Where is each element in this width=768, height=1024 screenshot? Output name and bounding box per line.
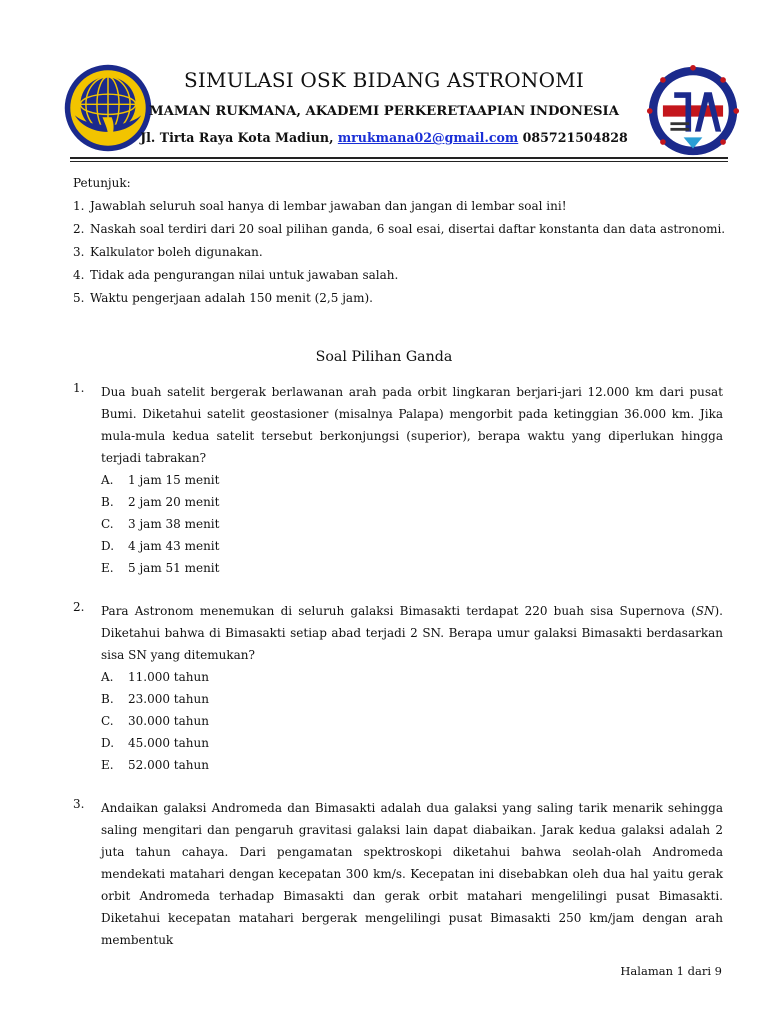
instruction-number: 5. <box>73 291 85 305</box>
section-title: Soal Pilihan Ganda <box>315 349 453 365</box>
question-1 <box>73 381 723 579</box>
instruction-text: Naskah soal terdiri dari 20 soal pilihan ganda, 6 soal esai, disertai daftar konstanta dan data astronomi. <box>90 222 726 236</box>
question-text-part: Para Astronom menemukan di seluruh galaksi Bimasakti terdapat 220 buah sisa Supernova ( <box>101 604 696 618</box>
option-a <box>101 666 723 688</box>
question-text: Andaikan galaksi Andromeda dan Bimasakti adalah dua galaksi yang saling tarik menarik sehingga saling mengitari dan pengaruh gravitasi galaksi lain dapat diabaikan. Jarak kedua galaksi adalah 2 juta tahun cahaya. Dari pengamatan spektroskopi diketahui bahwa seolah-olah Andromeda mendekati matahari dengan kecepatan 300 km/s. Kecepatan ini disebabkan oleh dua hal yaitu gerak orbit Andromeda terhadap Bimasakti dan gerak orbit matahari mengelilingi pusat Bimasakti. Diketahui kecepatan matahari bergerak mengelilingi pusat Bimasakti 250 km/jam dengan arah membentuk <box>101 801 723 947</box>
question-2 <box>73 600 723 776</box>
address-text: Jl. Tirta Raya Kota Madiun, <box>140 130 334 145</box>
option-d <box>101 732 723 754</box>
option-text: 2 jam 20 menit <box>128 495 220 509</box>
question-text <box>101 600 723 666</box>
option-letter: E. <box>101 758 114 772</box>
contact-line <box>0 130 768 145</box>
option-text: 4 jam 43 menit <box>128 539 220 553</box>
option-b <box>101 688 723 710</box>
options-list <box>101 469 723 579</box>
header-divider-thin <box>70 161 728 162</box>
instruction-text: Waktu pengerjaan adalah 150 menit (2,5 jam). <box>90 291 373 305</box>
option-text: 23.000 tahun <box>128 692 209 706</box>
instruction-number: 4. <box>73 268 85 282</box>
option-e <box>101 754 723 776</box>
option-letter: D. <box>101 539 115 553</box>
question-text: Dua buah satelit bergerak berlawanan arah pada orbit lingkaran berjari-jari 12.000 km dari pusat Bumi. Diketahui satelit geostasioner (misalnya Palapa) mengorbit pada ketinggian 36.000 km. Jika mula-mula kedua satelit tersebut berkonjungsi (superior), berapa waktu yang diperlukan hingga terjadi tabrakan? <box>101 385 723 465</box>
option-letter: A. <box>101 473 114 487</box>
option-text: 52.000 tahun <box>128 758 209 772</box>
option-c <box>101 513 723 535</box>
option-text: 30.000 tahun <box>128 714 209 728</box>
question-3 <box>73 797 723 951</box>
header-divider-thick <box>70 157 728 159</box>
option-letter: B. <box>101 495 114 509</box>
option-letter: D. <box>101 736 115 750</box>
instruction-item <box>73 264 725 287</box>
instruction-text: Tidak ada pengurangan nilai untuk jawaban salah. <box>90 268 399 282</box>
instruction-number: 3. <box>73 245 85 259</box>
option-text: 1 jam 15 menit <box>128 473 220 487</box>
option-a <box>101 469 723 491</box>
option-e <box>101 557 723 579</box>
instruction-text: Kalkulator boleh digunakan. <box>90 245 263 259</box>
options-list <box>101 666 723 776</box>
email-link[interactable]: mrukmana02@gmail.com <box>337 130 519 145</box>
question-text-italic: SN <box>695 604 715 618</box>
option-text: 5 jam 51 menit <box>128 561 220 575</box>
option-letter: E. <box>101 561 114 575</box>
page-number: Halaman 1 dari 9 <box>620 964 722 978</box>
instructions-list <box>73 195 725 310</box>
option-letter: C. <box>101 714 114 728</box>
question-number: 1. <box>73 381 85 395</box>
instruction-item <box>73 195 725 218</box>
document-title: SIMULASI OSK BIDANG ASTRONOMI <box>184 68 584 92</box>
option-d <box>101 535 723 557</box>
question-number: 3. <box>73 797 85 811</box>
option-text: 3 jam 38 menit <box>128 517 220 531</box>
instructions-heading: Petunjuk: <box>73 176 131 190</box>
option-letter: C. <box>101 517 114 531</box>
question-number: 2. <box>73 600 85 614</box>
instruction-number: 1. <box>73 199 85 213</box>
author-affiliation: MAMAN RUKMANA, AKADEMI PERKERETAAPIAN INDONESIA <box>149 104 619 119</box>
instruction-text: Jawablah seluruh soal hanya di lembar jawaban dan jangan di lembar soal ini! <box>90 199 567 213</box>
option-c <box>101 710 723 732</box>
question-text-part: ). Diketahui bahwa di Bimasakti setiap abad terjadi 2 SN. Berapa umur galaksi Bimasakti berdasarkan sisa SN yang ditemukan? <box>101 604 723 662</box>
instruction-number: 2. <box>73 222 85 236</box>
phone-number: 085721504828 <box>522 130 628 145</box>
option-letter: A. <box>101 670 114 684</box>
instruction-item <box>73 287 725 310</box>
instructions-block <box>73 172 725 310</box>
instruction-item <box>73 241 725 264</box>
instruction-item <box>73 218 725 241</box>
option-text: 11.000 tahun <box>128 670 209 684</box>
option-letter: B. <box>101 692 114 706</box>
option-b <box>101 491 723 513</box>
option-text: 45.000 tahun <box>128 736 209 750</box>
